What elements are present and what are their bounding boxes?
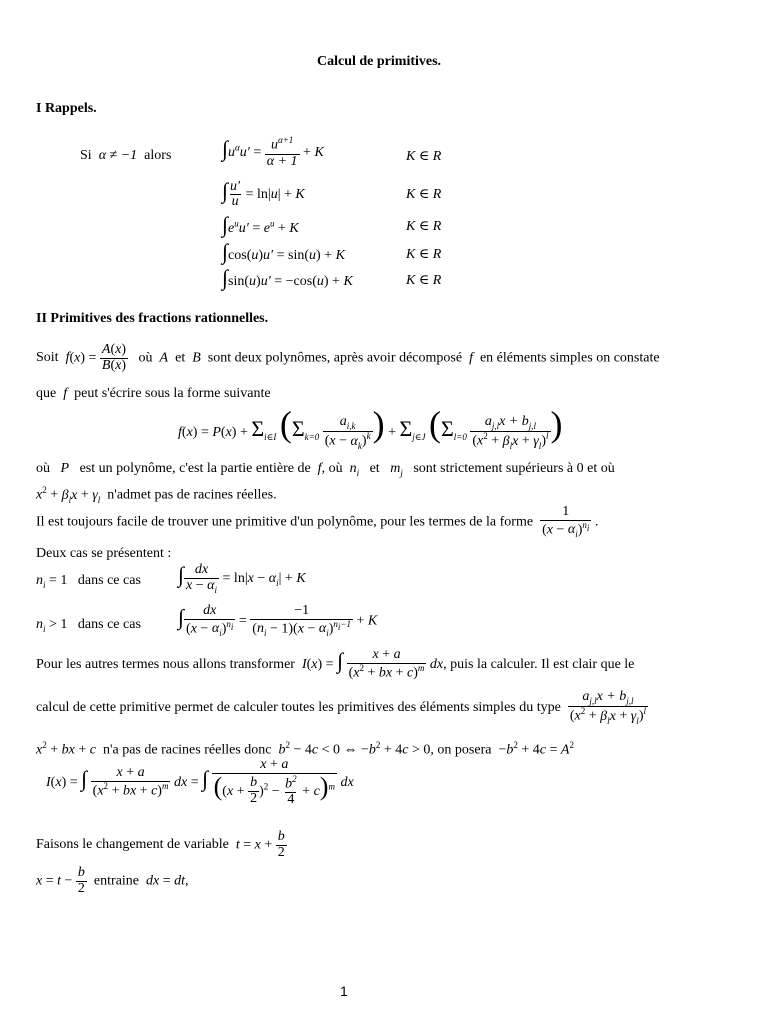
section-heading-fractions: II Primitives des fractions rationnelles. [36,311,269,326]
paragraph-soit: Soit f(x) = $\frac{A(x)}{B(x)}$ où A et B sont deux polynômes, après avoir décomposé f en éléments simples on constate [36,342,660,373]
paragraph-polynome: Il est toujours facile de trouver une primitive d'un polynôme, pour les termes de la forme $\frac{1}{(x - \alpha_i)^{n_i}}$ . [36,504,599,540]
paragraph-entraine: x = t − $\frac{b}{2}$ entraine dx = dt, [36,865,189,896]
case-2-formula: ∫ $\frac{dx}{(x - \alpha_i)^{n_i}}$ = $\frac{-1}{(n_i - 1)(x - \alpha_i)^{n_i-1}}$ + K [178,603,378,639]
paragraph-discriminant: $x^2$ + bx + c n'a pas de racines réelles donc $b^2 - 4c < 0$ ⇔ $-b^2 + 4c > 0$, on posera $-b^2 + 4c = A^2$ [36,740,574,758]
rappel-k-1: K ∈ R [406,149,442,164]
rappel-k-5: K ∈ R [406,273,442,288]
case-1-condition: $n_i = 1$ dans ce cas [36,573,141,590]
section-heading-rappels: I Rappels. [36,101,97,116]
paragraph-deux-cas: Deux cas se présentent : [36,546,172,561]
rappel-formula-power: $\int u^\alpha u'$ = $\frac{u^{\alpha+1}}{\alpha + 1}$ + K [222,135,324,169]
paragraph-calcul-type: calcul de cette primitive permet de calculer toutes les primitives des éléments simples du type $\frac{a_{j,l}x + b_{j,l}}{(x^2 + \beta_lx + \gamma_l)^l}$ [36,689,646,726]
rappel-formula-cos: ∫cos(u)u′ = sin(u) + K [222,239,345,264]
rappel-formula-exp: $\int e^uu' = e^u + K$ [222,212,299,237]
rappel-formula-log: ∫ $\frac{u'}{u}$ = ln|u| + K [222,178,305,210]
formula-canonical: I(x) = ∫ $\frac{x + a}{(x^2 + bx + c)^m}$ dx = ∫ x + a ((x + $\frac{b}{2}$ )$^2$ − $\frac{b^2}{4}$ + c)$^m$ dx [46,757,354,808]
page-number: 1 [340,983,348,999]
formula-decomposition: $f(x) = P(x) + \Sigma_{i\in I}$ ($\Sigma_{k=0}$ $\frac{a_{i,k}}{(x - \alpha_k)^k}$ ) + $\Sigma_{j\in J}$ ($\Sigma_{l=0}$ $\frac{a_{j,l}x + b_{j,l}}{(x^2 + \beta_lx + \gamma_l)^l}$ ) [178,404,563,451]
rappel-k-4: K ∈ R [406,247,442,262]
paragraph-no-roots: $x^2 + \beta_lx + \gamma_l$ n'admet pas de racines réelles. [36,485,277,505]
rappel-formula-sin: ∫sin(u)u′ = −cos(u) + K [222,265,353,290]
paragraph-changement: Faisons le changement de variable t = x + $\frac{b}{2}$ [36,829,285,860]
case-2-condition: $n_i > 1$ dans ce cas [36,617,141,634]
rappel-k-3: K ∈ R [406,219,442,234]
paragraph-ou-p: où P est un polynôme, c'est la partie entière de f, où $n_i$ et $m_j$ sont strictement supérieurs à 0 et où [36,461,615,478]
rappel-condition: Si α ≠ −1 alors [80,148,172,163]
paragraph-que: que f peut s'écrire sous la forme suivante [36,386,271,401]
paragraph-autres-termes: Pour les autres termes nous allons transformer I(x) = ∫ $\frac{x + a}{(x^2 + bx + c)^m}$ dx, puis la calculer. Il est clair que le [36,647,635,681]
case-1-formula: ∫ $\frac{dx}{x - \alpha_i}$ = $\ln|x - \alpha_i| + K$ [178,561,306,595]
page-title: Calcul de primitives. [317,54,442,69]
rappel-k-2: K ∈ R [406,187,442,202]
